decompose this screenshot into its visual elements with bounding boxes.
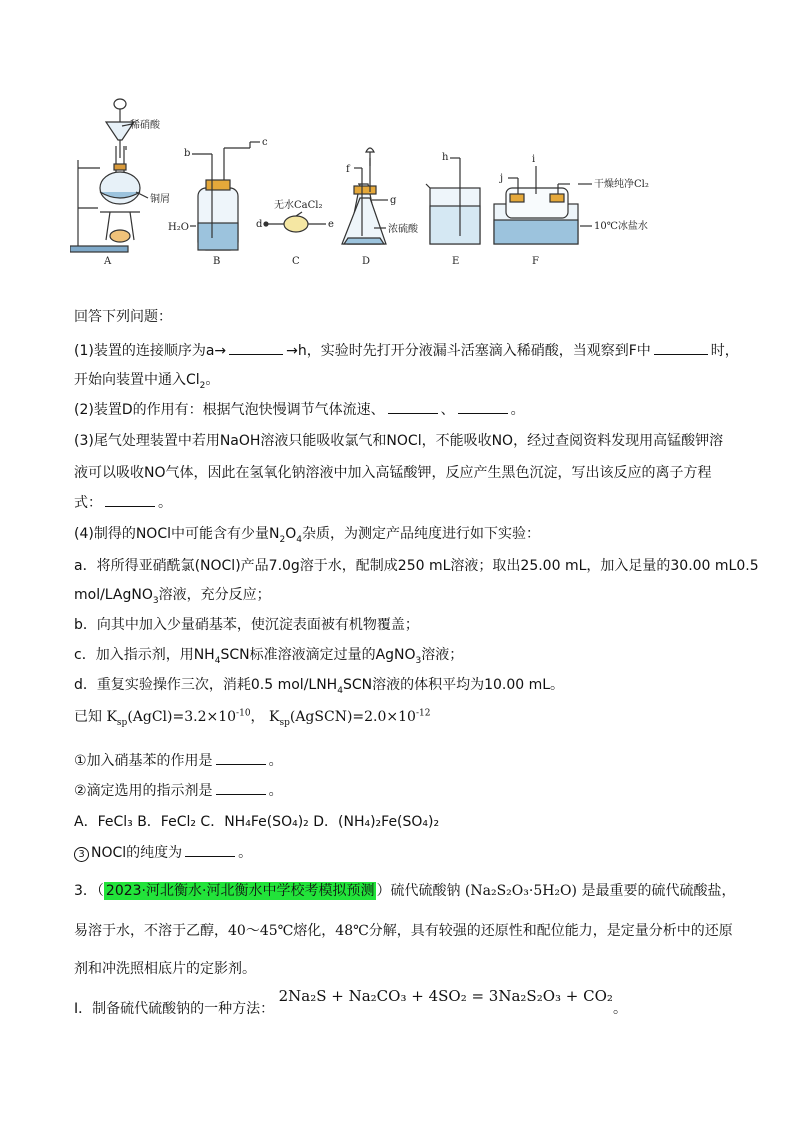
- ksp-agcl: $K_{sp}(AgCl)=3.2\times 10^{-10}$: [106, 708, 251, 728]
- label-c-e: e: [328, 219, 334, 230]
- question-3-line-2: 液可以吸收NO气体，因此在氢氧化钠溶液中加入高锰酸钾，反应产生黑色沉淀，写出该反应的离子方程: [74, 465, 712, 481]
- apparatus-diagram: [70, 88, 730, 268]
- step-b: b．向其中加入少量硝基苯，使沉淀表面被有机物覆盖；: [74, 617, 419, 633]
- sub-question-2: ②滴定选用的指示剂是 。: [74, 780, 283, 800]
- reaction-equation: 2Na₂S + Na₂CO₃ + 4SO₂ = 3Na₂S₂O₃ + CO₂: [278, 987, 613, 1005]
- label-b-water: H₂O: [168, 222, 189, 233]
- label-c-reagent: 无水CaCl₂: [274, 200, 323, 211]
- question-1-line-1: (1)装置的连接顺序为a→ →h，实验时先打开分液漏斗活塞滴入稀硝酸，当观察到F中 时，: [74, 340, 739, 360]
- answer-blank[interactable]: [654, 340, 708, 355]
- label-b-b: b: [184, 148, 191, 159]
- apparatus-figure: [70, 88, 730, 268]
- label-c-d: d: [256, 219, 263, 230]
- caption-f: F: [532, 256, 539, 267]
- answer-intro: 回答下列问题：: [74, 309, 172, 325]
- caption-b: B: [213, 256, 221, 267]
- sub-question-3: 3 NOCl的纯度为 。: [74, 842, 252, 862]
- label-d-f: f: [346, 164, 350, 175]
- step-a-line-1: a．将所得亚硝酰氯(NOCl)产品7.0g溶于水，配制成250 mL溶液；取出25.00 mL，加入足量的30.00 mL0.5: [74, 558, 759, 574]
- caption-e: E: [452, 256, 460, 267]
- source-tag: 2023·河北衡水·河北衡水中学校考模拟预测: [105, 883, 375, 899]
- label-b-c: c: [262, 137, 268, 148]
- answer-blank[interactable]: [105, 492, 155, 507]
- problem-3-line-2: 易溶于水，不溶于乙醇，40～45℃熔化，48℃分解，具有较强的还原性和配位能力，是定量分析中的还原: [74, 923, 733, 939]
- step-a-line-2: mol/LAgNO$_3$溶液，充分反应；: [74, 587, 271, 606]
- question-3-line-3: 式： 。: [74, 492, 172, 512]
- label-f-gas: 干燥纯净Cl₂: [594, 179, 649, 190]
- label-a-acid: 稀硝酸: [130, 120, 160, 131]
- label-d-g: g: [390, 195, 397, 206]
- step-d: d．重复实验操作三次，消耗0.5 mol/$LNH_4SCN$溶液的体积平均为10.00 mL。: [74, 677, 565, 696]
- question-2: (2)装置D的作用有：根据气泡快慢调节气体流速、 、 。: [74, 399, 525, 419]
- problem-3-line-1: 3．（ 2023·河北衡水·河北衡水中学校考模拟预测 ）硫代硫酸钠 (Na₂S₂O₃·5H₂O) 是最重要的硫代硫酸盐，: [74, 883, 736, 899]
- caption-d: D: [362, 256, 371, 267]
- question-1-line-2: 开始向装置中通入$Cl_2$。: [74, 372, 220, 391]
- answer-blank[interactable]: [229, 340, 283, 355]
- label-f-bath: 10℃冰盐水: [594, 221, 648, 232]
- question-4: (4)制得的NOCl中可能含有少量$N_2O_4$杂质，为测定产品纯度进行如下实验：: [74, 526, 540, 545]
- answer-blank[interactable]: [216, 780, 266, 795]
- answer-blank[interactable]: [185, 842, 235, 857]
- indicator-options: A．FeCl₃ B．FeCl₂ C．NH₄Fe(SO₄)₂ D．(NH₄)₂Fe(SO₄)₂: [74, 814, 440, 830]
- label-f-i: i: [532, 154, 536, 165]
- caption-c: C: [292, 256, 300, 267]
- problem-3-method: I．制备硫代硫酸钠的一种方法： 2Na₂S + Na₂CO₃ + 4SO₂ = 3Na₂S₂O₃ + CO₂。: [74, 987, 627, 1017]
- caption-a: A: [104, 256, 112, 267]
- sub-question-1: ①加入硝基苯的作用是 。: [74, 750, 283, 770]
- label-d-acid: 浓硫酸: [388, 224, 418, 235]
- answer-blank[interactable]: [388, 399, 438, 414]
- answer-blank[interactable]: [216, 750, 266, 765]
- step-c: c．加入指示剂，用$NH_4SCN$标准溶液滴定过量的AgNO$_3$溶液；: [74, 647, 464, 666]
- label-f-j: j: [500, 173, 504, 184]
- answer-blank[interactable]: [458, 399, 508, 414]
- label-a-copper: 铜屑: [150, 194, 170, 205]
- label-e-h: h: [442, 152, 449, 163]
- ksp-known: 已知 $K_{sp}(AgCl)=3.2\times 10^{-10}$， $K_{sp}(AgSCN)=2.0\times 10^{-12}$: [74, 708, 431, 728]
- ksp-agscn: $K_{sp}(AgSCN)=2.0\times 10^{-12}$: [269, 708, 431, 728]
- problem-3-line-3: 剂和冲洗照相底片的定影剂。: [74, 961, 256, 977]
- question-3-line-1: (3)尾气处理装置中若用NaOH溶液只能吸收氯气和NOCl，不能吸收NO，经过查阅资料发现用高锰酸钾溶: [74, 433, 724, 449]
- sodium-thiosulfate-formula: (Na₂S₂O₃·5H₂O): [464, 883, 577, 899]
